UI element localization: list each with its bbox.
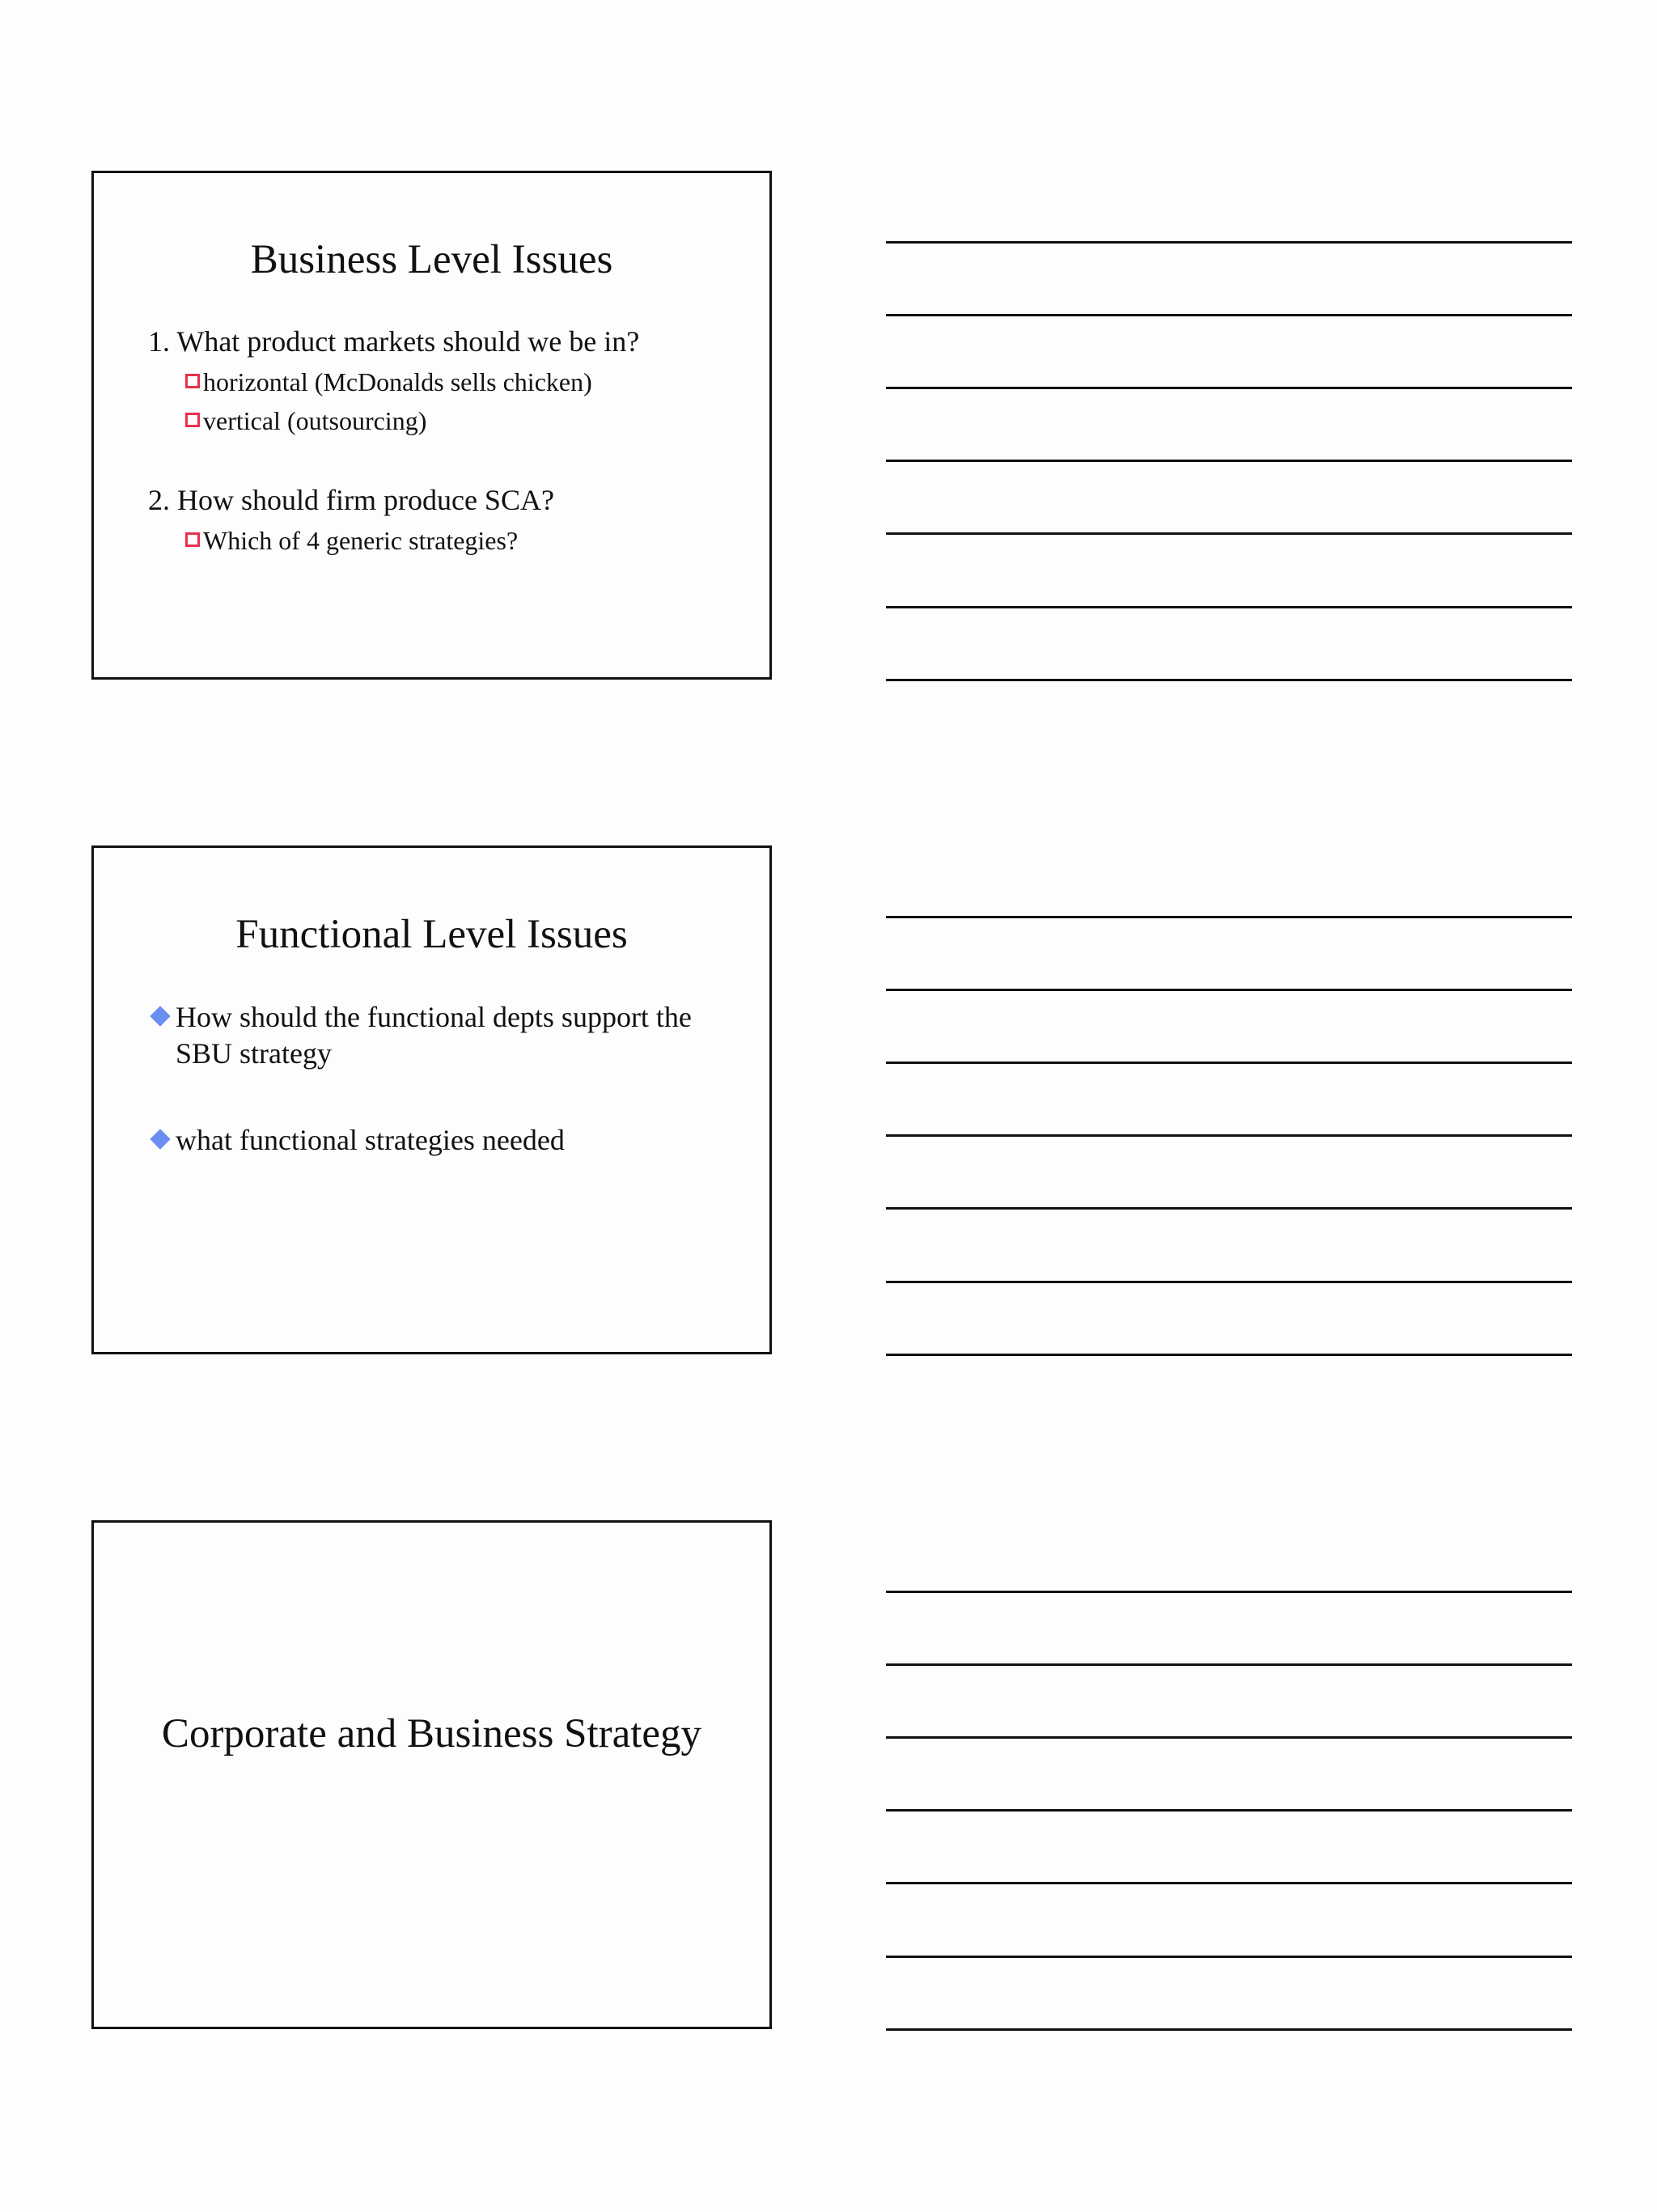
slide-title: Corporate and Business Strategy [161, 1711, 702, 1756]
note-line [886, 1736, 1572, 1739]
slide-thumbnail-2 [91, 845, 772, 1354]
square-bullet-icon [185, 374, 200, 388]
note-line [886, 1882, 1572, 1884]
note-line [886, 1207, 1572, 1210]
note-line [886, 241, 1572, 244]
sub-item-text: Which of 4 generic strategies? [203, 526, 519, 555]
note-line [886, 387, 1572, 389]
note-line [886, 2028, 1572, 2031]
square-bullet-icon [185, 532, 200, 547]
square-bullet-icon [185, 413, 200, 427]
slide-title: Functional Level Issues [235, 912, 628, 957]
slide-thumbnail-3 [91, 1520, 772, 2029]
note-line [886, 1354, 1572, 1356]
sub-item [185, 405, 426, 437]
note-line [886, 1663, 1572, 1666]
sub-item [185, 524, 518, 557]
diamond-bullet-icon [150, 1006, 170, 1026]
note-line [886, 606, 1572, 608]
numbered-item: 1. What product markets should we be in? [148, 325, 640, 358]
bullet-text: what functional strategies needed [176, 1124, 565, 1156]
note-line [886, 532, 1572, 535]
sub-item [185, 366, 592, 398]
note-line [886, 1809, 1572, 1812]
bullet-text: How should the functional depts support the SBU strategy [176, 1001, 692, 1070]
sub-item-text: horizontal (McDonalds sells chicken) [203, 367, 592, 396]
bullet-item [150, 999, 742, 1072]
note-line [886, 314, 1572, 316]
note-line [886, 460, 1572, 462]
diamond-bullet-icon [150, 1129, 170, 1149]
sub-item-text: vertical (outsourcing) [203, 406, 427, 435]
note-line [886, 1281, 1572, 1283]
slide-thumbnail-1 [91, 171, 772, 680]
note-line [886, 1956, 1572, 1958]
note-line [886, 1062, 1572, 1064]
bullet-item [150, 1122, 742, 1159]
note-line [886, 679, 1572, 681]
slide-title: Business Level Issues [250, 237, 613, 282]
note-line [886, 989, 1572, 991]
note-line [886, 1134, 1572, 1137]
note-line [886, 1591, 1572, 1593]
numbered-item: 2. How should firm produce SCA? [148, 484, 554, 516]
note-line [886, 916, 1572, 918]
